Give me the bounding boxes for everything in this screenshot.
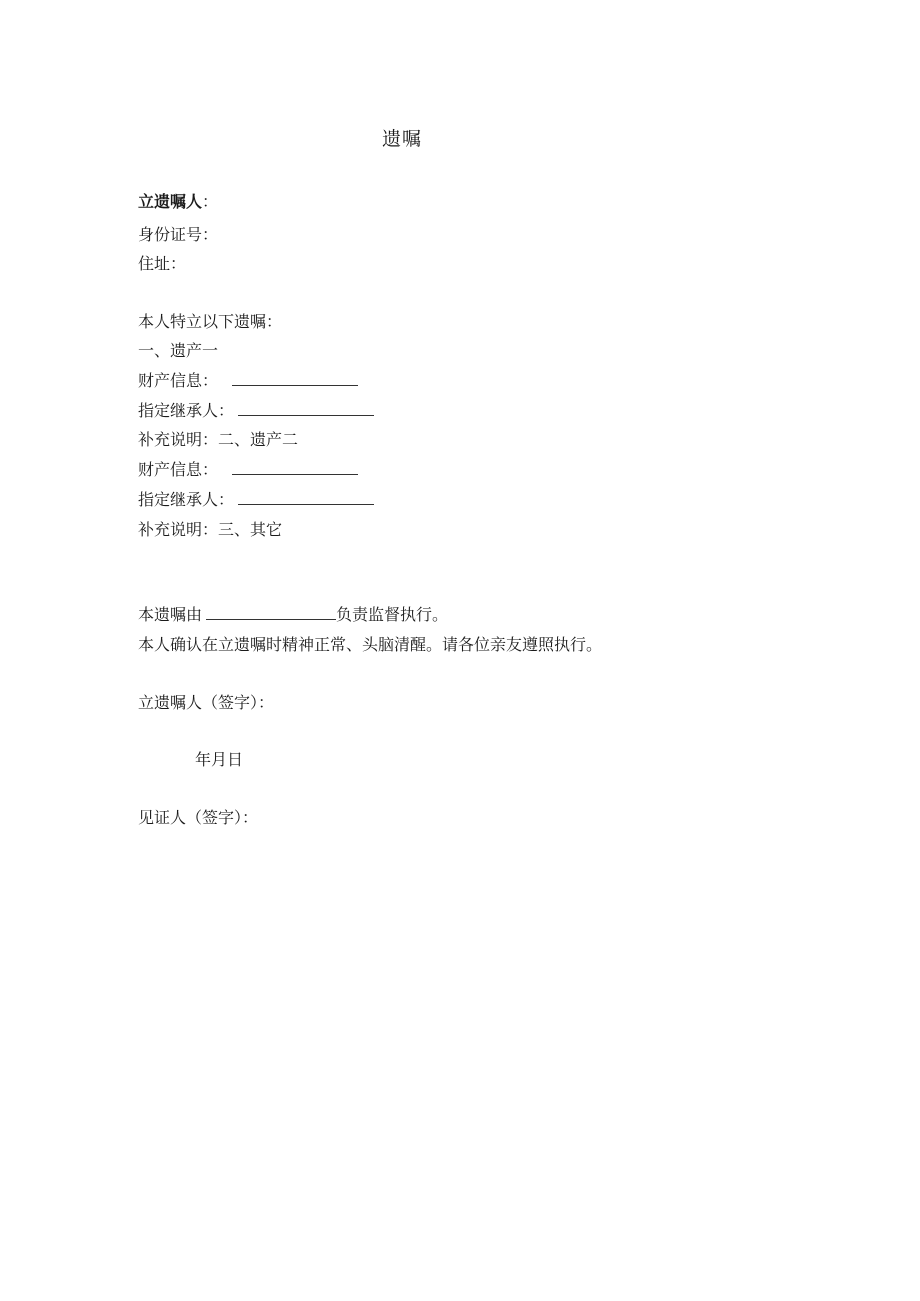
- estate2-heading-text: 二、遗产二: [218, 430, 299, 449]
- estate2-note-line: [138, 520, 282, 540]
- other-heading-text: 三、其它: [218, 520, 283, 539]
- testator-colon: ：: [202, 192, 219, 211]
- confirmation-line: [138, 635, 602, 655]
- executor-suffix: 负责监督执行。: [336, 605, 449, 624]
- intro-text: 本人特立以下遗嘱：: [138, 312, 283, 331]
- estate1-heir-line: [138, 401, 374, 421]
- testator-signature-label: 立遗嘱人（签字）：: [138, 693, 275, 712]
- address-line: [138, 254, 186, 274]
- estate2-property-line: [138, 460, 358, 480]
- estate2-heir-line: [138, 490, 374, 510]
- estate2-heir-label: 指定继承人：: [138, 490, 235, 509]
- document-title: 遗嘱: [381, 128, 422, 150]
- estate2-property-blank[interactable]: [232, 460, 358, 475]
- estate1-note-label: 补充说明：: [138, 430, 219, 449]
- executor-line: [138, 605, 448, 625]
- estate1-heir-blank[interactable]: [238, 401, 374, 416]
- intro-line: [138, 312, 282, 332]
- id-number-line: [138, 225, 218, 245]
- date-line: [195, 750, 243, 770]
- confirmation-text: 本人确认在立遗嘱时精神正常、头脑清醒。请各位亲友遵照执行。: [138, 635, 603, 654]
- executor-prefix: 本遗嘱由: [138, 605, 203, 624]
- executor-blank[interactable]: [206, 605, 336, 620]
- date-text: 年月日: [195, 750, 244, 769]
- witness-signature-line: [138, 808, 258, 828]
- address-label: 住址：: [138, 254, 187, 273]
- estate2-heir-blank[interactable]: [238, 490, 374, 505]
- estate2-property-label: 财产信息：: [138, 460, 219, 479]
- estate1-heir-label: 指定继承人：: [138, 401, 235, 420]
- testator-line: [138, 192, 218, 212]
- estate2-note-label: 补充说明：: [138, 520, 219, 539]
- testator-label: 立遗嘱人: [138, 192, 203, 211]
- estate1-property-blank[interactable]: [232, 371, 358, 386]
- id-number-label: 身份证号：: [138, 225, 219, 244]
- estate1-note-line: [138, 430, 298, 450]
- testator-signature-line: [138, 693, 274, 713]
- estate1-property-line: [138, 371, 358, 391]
- estate1-heading: [138, 341, 218, 361]
- estate1-heading-text: 一、遗产一: [138, 341, 219, 360]
- witness-signature-label: 见证人（签字）：: [138, 808, 259, 827]
- estate1-property-label: 财产信息：: [138, 371, 219, 390]
